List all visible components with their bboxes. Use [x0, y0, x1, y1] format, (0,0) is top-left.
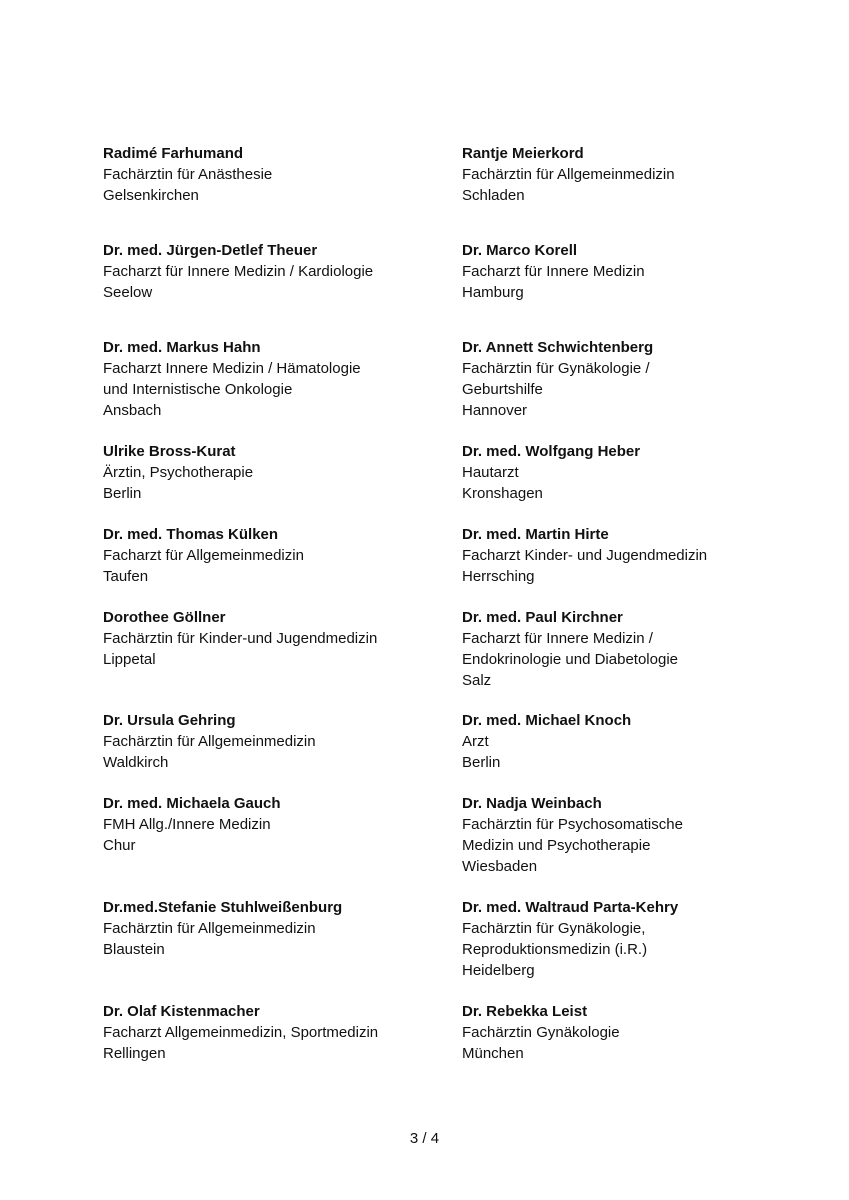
signatory-name: Ulrike Bross-Kurat	[103, 443, 236, 460]
signatory-city: Wiesbaden	[462, 858, 538, 875]
signatory-name: Dr. med. Wolfgang Heber	[462, 443, 641, 460]
signatory-entry	[103, 143, 473, 206]
signatory-entry	[103, 524, 473, 587]
signatory-name: Dr. Ursula Gehring	[103, 712, 236, 729]
signatory-city: Blaustein	[103, 941, 165, 958]
signatory-city: Salz	[462, 672, 492, 689]
signatory-city: Gelsenkirchen	[103, 187, 199, 204]
signatory-entry	[103, 240, 473, 303]
signatory-name: Dr. med. Michaela Gauch	[103, 795, 281, 812]
signatory-name: Radimé Farhumand	[103, 145, 244, 162]
signatory-specialty: Fachärztin für Gynäkologie /	[462, 360, 650, 377]
signatory-city: Chur	[103, 837, 136, 854]
signatory-entry	[103, 1001, 473, 1064]
signatory-entry	[462, 524, 832, 587]
signatory-city: Seelow	[103, 284, 153, 301]
signatory-specialty: Fachärztin für Anästhesie	[103, 166, 273, 183]
signatory-city: Rellingen	[103, 1045, 166, 1062]
signatory-specialty: Facharzt für Innere Medizin / Kardiologie	[103, 263, 374, 280]
signatory-entry	[462, 240, 832, 303]
signatory-entry	[462, 143, 832, 206]
signatory-name: Rantje Meierkord	[462, 145, 584, 162]
signatory-name: Dr. med. Jürgen-Detlef Theuer	[103, 242, 318, 259]
signatory-name: Dr. med. Michael Knoch	[462, 712, 632, 729]
signatory-name: Dr. med. Martin Hirte	[462, 526, 609, 543]
signatory-name: Dr. med. Paul Kirchner	[462, 609, 623, 626]
signatory-entry	[462, 897, 832, 981]
signatory-specialty: Facharzt für Innere Medizin /	[462, 630, 653, 647]
signatory-specialty: Facharzt Innere Medizin / Hämatologie	[103, 360, 361, 377]
signatory-name: Dr. Olaf Kistenmacher	[103, 1003, 260, 1020]
signatory-name: Dr. Nadja Weinbach	[462, 795, 602, 812]
signatory-city: Ansbach	[103, 402, 162, 419]
signatory-city: München	[462, 1045, 524, 1062]
signatory-specialty: Medizin und Psychotherapie	[462, 837, 651, 854]
signatory-name: Dr.med.Stefanie Stuhlweißenburg	[103, 899, 343, 916]
signatory-specialty: Fachärztin für Gynäkologie,	[462, 920, 646, 937]
signatory-entry	[103, 607, 473, 670]
signatory-city: Taufen	[103, 568, 149, 585]
signatory-specialty: FMH Allg./Innere Medizin	[103, 816, 271, 833]
signatory-name: Dr. med. Thomas Külken	[103, 526, 279, 543]
signatory-entry	[462, 1001, 832, 1064]
signatory-entry	[103, 337, 473, 421]
signatory-city: Hannover	[462, 402, 528, 419]
signatory-specialty: Fachärztin für Allgemeinmedizin	[462, 166, 675, 183]
signatory-specialty: Ärztin, Psychotherapie	[103, 464, 254, 481]
signatory-entry	[103, 441, 473, 504]
signatory-specialty: Facharzt für Innere Medizin	[462, 263, 645, 280]
signatory-specialty: Fachärztin Gynäkologie	[462, 1024, 620, 1041]
signatory-name: Dorothee Göllner	[103, 609, 226, 626]
signatory-city: Schladen	[462, 187, 525, 204]
signatory-city: Lippetal	[103, 651, 156, 668]
signatory-specialty: Geburtshilfe	[462, 381, 543, 398]
signatory-name: Dr. Annett Schwichtenberg	[462, 339, 654, 356]
signatory-specialty: Facharzt für Allgemeinmedizin	[103, 547, 304, 564]
signatory-city: Hamburg	[462, 284, 524, 301]
signatory-name: Dr. med. Markus Hahn	[103, 339, 261, 356]
signatory-specialty: Fachärztin für Kinder-und Jugendmedizin	[103, 630, 378, 647]
signatory-specialty: und Internistische Onkologie	[103, 381, 293, 398]
signatory-entry	[103, 897, 473, 960]
signatory-city: Kronshagen	[462, 485, 543, 502]
signatory-specialty: Fachärztin für Psychosomatische	[462, 816, 683, 833]
signatory-specialty: Facharzt Allgemeinmedizin, Sportmedizin	[103, 1024, 379, 1041]
page-number: 3 / 4	[409, 1130, 440, 1147]
signatory-entry	[103, 710, 473, 773]
signatory-entry	[462, 793, 832, 877]
signatory-specialty: Fachärztin für Allgemeinmedizin	[103, 920, 316, 937]
signatory-specialty: Fachärztin für Allgemeinmedizin	[103, 733, 316, 750]
signatory-entry	[103, 793, 473, 856]
signatory-entry	[462, 337, 832, 421]
signatory-city: Herrsching	[462, 568, 535, 585]
signatory-name: Dr. med. Waltraud Parta-Kehry	[462, 899, 679, 916]
signatory-name: Dr. Marco Korell	[462, 242, 578, 259]
signatory-entry	[462, 710, 832, 773]
signatory-specialty: Arzt	[462, 733, 489, 750]
signatory-name: Dr. Rebekka Leist	[462, 1003, 588, 1020]
signatory-city: Heidelberg	[462, 962, 535, 979]
signatory-specialty: Reproduktionsmedizin (i.R.)	[462, 941, 648, 958]
signatory-specialty: Facharzt Kinder- und Jugendmedizin	[462, 547, 708, 564]
signatory-entry	[462, 607, 832, 691]
signatory-city: Waldkirch	[103, 754, 169, 771]
signatory-specialty: Endokrinologie und Diabetologie	[462, 651, 678, 668]
signatory-city: Berlin	[462, 754, 501, 771]
signatory-specialty: Hautarzt	[462, 464, 519, 481]
signatory-city: Berlin	[103, 485, 142, 502]
signatory-entry	[462, 441, 832, 504]
